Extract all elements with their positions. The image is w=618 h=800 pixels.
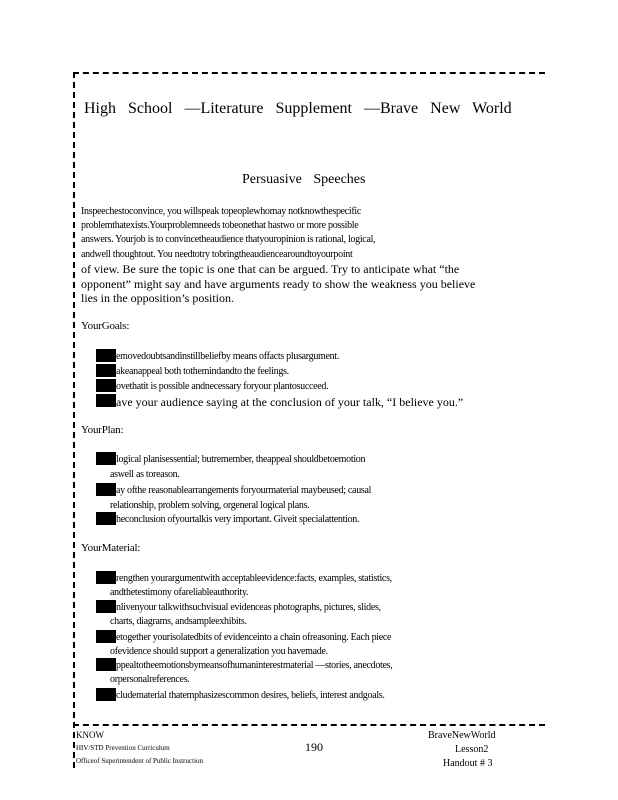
redaction-box [96, 379, 116, 392]
redaction-box [96, 349, 116, 362]
material-item: etogether yourisolatedbits of evidenceinto a chain ofreasoning. Each piece [116, 632, 392, 643]
redaction-box [96, 394, 116, 407]
footer-left-curriculum: HIV/STD Prevention Curriculum [76, 744, 170, 752]
intro-line: answers. Yourjob is to convincetheaudience thatyouropinion is rational, logical, [81, 234, 376, 245]
material-item-cont: charts, diagrams, andsampleexhibits. [110, 616, 247, 627]
material-heading: YourMaterial: [81, 542, 141, 554]
goal-item: ovethatit is possible andnecessary foryour plantosucceed. [116, 381, 329, 392]
redaction-box [96, 364, 116, 377]
intro-line: problemthatexists.Yourproblemneeds tobeonethat hastwo or more possible [81, 220, 359, 231]
material-item-cont: orpersonalreferences. [110, 674, 190, 685]
redaction-box [96, 452, 116, 465]
border-bottom [73, 724, 545, 726]
footer-right-title: BraveNewWorld [428, 730, 496, 741]
footer-right-handout: Handout # 3 [443, 758, 493, 769]
intro-line: lies in the opposition’s position. [81, 291, 235, 305]
material-item-cont: andthetestimony ofareliableauthority. [110, 587, 249, 598]
goal-item: akeanappeal both tothemindandto the feelings. [116, 366, 289, 377]
goal-item: emovedoubtsandinstillbeliefby means offacts plusargument. [116, 351, 340, 362]
redaction-box [96, 658, 116, 671]
page-number: 190 [305, 740, 323, 754]
intro-line: andwell thoughtout. You needtotry tobringtheaudiencearoundtoyourpoint [81, 249, 353, 260]
material-item: ppealtotheemotionsbymeansofhumaninterestmaterial —stories, anecdotes, [116, 660, 393, 671]
redaction-box [96, 630, 116, 643]
plan-item: ay ofthe reasonablearrangements foryourmaterial maybeused; causal [116, 485, 372, 496]
border-left [73, 72, 75, 768]
footer-right-lesson: Lesson2 [455, 744, 489, 755]
goal-item: ave your audience saying at the conclusion of your talk, “I believe you.” [116, 395, 464, 409]
material-item-cont: ofevidence should support a generalization you havemade. [110, 646, 328, 657]
border-top [73, 72, 545, 74]
redaction-box [96, 483, 116, 496]
footer-left-office: Officeof Superintendent of Public Instruction [76, 757, 204, 765]
intro-line: of view. Be sure the topic is one that can be argued. Try to anticipate what “the [81, 262, 460, 276]
plan-item: logical planisessential; butremember, theappeal shouldbetoemotion [116, 454, 366, 465]
redaction-box [96, 600, 116, 613]
plan-item-cont: aswell as toreason. [110, 469, 180, 480]
page-header-title: High School —Literature Supplement —Brave New World [84, 100, 512, 117]
material-item: rengthen yourargumentwith acceptableevidence:facts, examples, statistics, [116, 573, 392, 584]
material-item: nlivenyour talkwithsuchvisual evidenceas photographs, pictures, slides, [116, 602, 381, 613]
plan-heading: YourPlan: [81, 424, 124, 436]
material-item: cludematerial thatemphasizescommon desires, beliefs, interest andgoals. [116, 690, 385, 701]
redaction-box [96, 512, 116, 525]
goals-heading: YourGoals: [81, 320, 130, 332]
section-title: Persuasive Speeches [242, 172, 366, 187]
plan-item-cont: relationship, problem solving, orgeneral logical plans. [110, 500, 310, 511]
intro-line: Inspeechestoconvince, you willspeak topeoplewhomay notknowthespecific [81, 206, 362, 217]
plan-item: heconclusion ofyourtalkis very important. Giveit specialattention. [116, 514, 360, 525]
intro-line: opponent” might say and have arguments ready to show the weakness you believe [81, 277, 476, 291]
redaction-box [96, 688, 116, 701]
redaction-box [96, 571, 116, 584]
footer-left-know: KNOW [76, 730, 104, 740]
